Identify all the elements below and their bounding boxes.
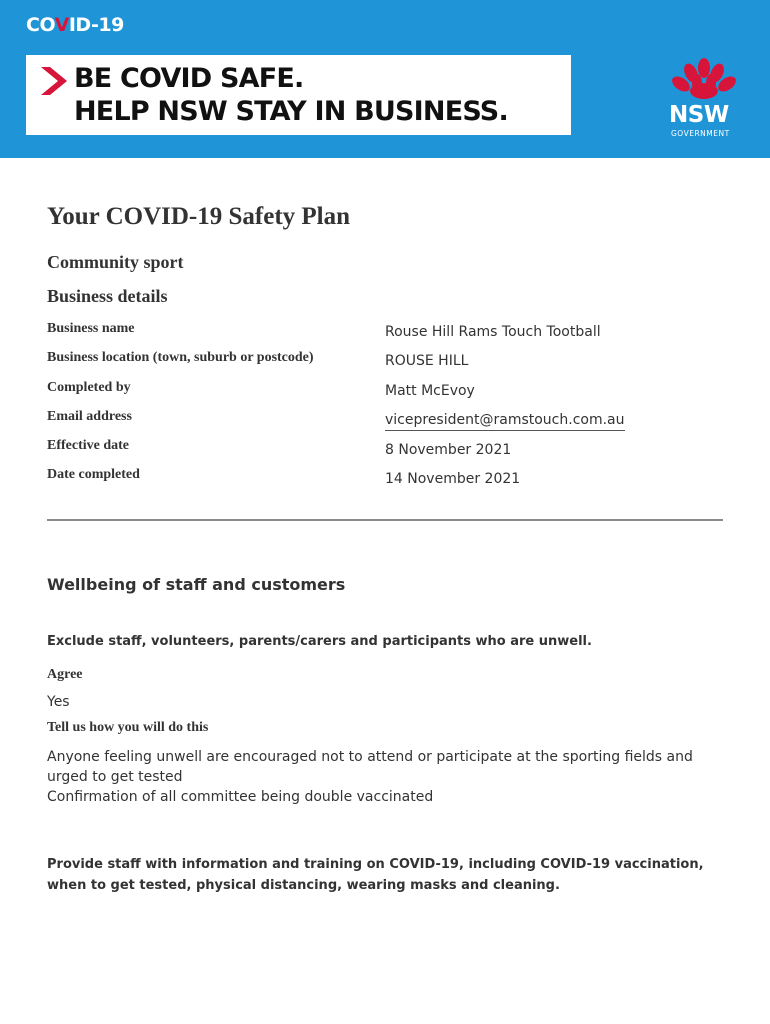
question-training xyxy=(47,854,704,896)
section-heading: Wellbeing of staff and customers xyxy=(47,575,346,594)
email-label: Email address xyxy=(47,409,132,424)
completed-by-value: Matt McEvoy xyxy=(385,383,475,399)
how-answer xyxy=(47,747,727,807)
page-title: Your COVID-19 Safety Plan xyxy=(47,203,351,230)
completed-by-label: Completed by xyxy=(47,380,131,395)
agree-label: Agree xyxy=(47,667,83,682)
date-completed-label: Date completed xyxy=(47,467,140,482)
slogan-line-1: BE COVID SAFE. xyxy=(74,63,304,94)
business-name-value: Rouse Hill Rams Touch Tootball xyxy=(385,324,601,340)
brand-part-1: CO xyxy=(26,14,55,36)
effective-date-value: 8 November 2021 xyxy=(385,442,512,458)
how-answer-line-1: Anyone feeling unwell are encouraged not to attend or participate at the sporting fields and xyxy=(47,749,693,765)
how-label: Tell us how you will do this xyxy=(47,720,209,735)
banner xyxy=(0,0,770,158)
nsw-government-label: GOVERNMENT xyxy=(671,129,730,138)
subtitle: Community sport xyxy=(47,252,184,272)
question-training-line-2: when to get tested, physical distancing, wearing masks and cleaning. xyxy=(47,878,560,893)
business-location-value: ROUSE HILL xyxy=(385,353,469,369)
chevron-right-icon xyxy=(41,67,67,95)
divider xyxy=(47,519,723,521)
how-answer-line-2: urged to get tested xyxy=(47,769,183,785)
covid19-brand xyxy=(26,14,124,36)
brand-part-3: ID-19 xyxy=(68,14,124,36)
question-training-line-1: Provide staff with information and training on COVID-19, including COVID-19 vaccination, xyxy=(47,857,704,872)
slogan-line-2: HELP NSW STAY IN BUSINESS. xyxy=(74,96,508,127)
slogan-box xyxy=(26,55,571,135)
question-exclude-unwell: Exclude staff, volunteers, parents/carers and participants who are unwell. xyxy=(47,634,592,649)
business-location-label: Business location (town, suburb or postcode) xyxy=(47,350,314,365)
how-answer-line-3: Confirmation of all committee being double vaccinated xyxy=(47,789,434,805)
date-completed-value: 14 November 2021 xyxy=(385,471,521,487)
effective-date-label: Effective date xyxy=(47,438,130,453)
email-link[interactable]: vicepresident@ramstouch.com.au xyxy=(385,412,625,431)
business-name-label: Business name xyxy=(47,321,135,336)
nsw-wordmark: NSW xyxy=(669,102,729,128)
business-details-heading: Business details xyxy=(47,286,168,306)
brand-part-2: V xyxy=(54,14,69,36)
agree-value: Yes xyxy=(47,694,70,710)
